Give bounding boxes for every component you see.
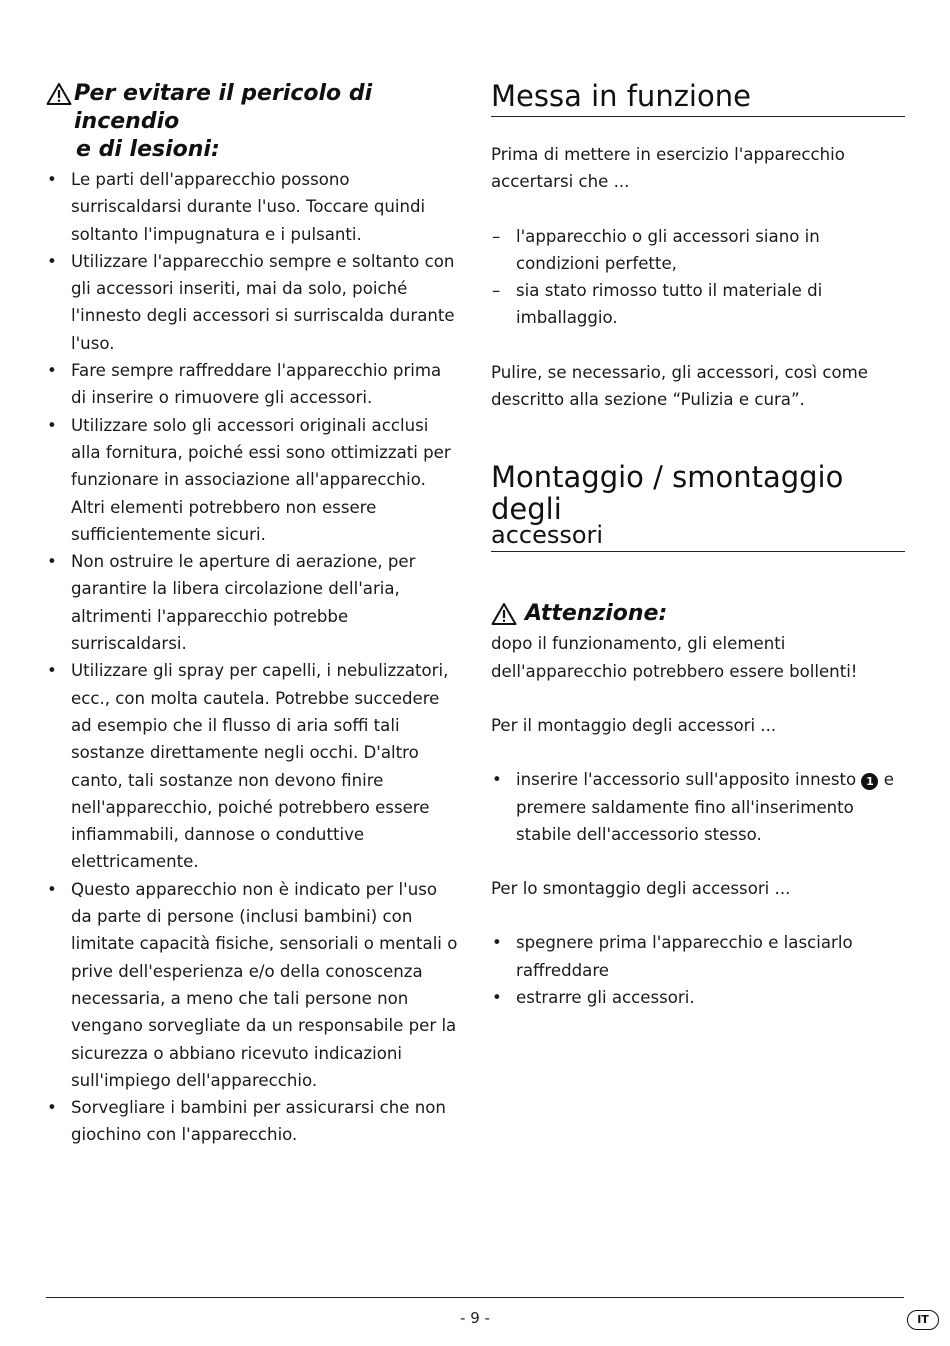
- bullet-marker: •: [47, 251, 57, 271]
- bullet-marker: •: [47, 661, 57, 681]
- bullet-marker: •: [47, 170, 57, 189]
- attention-heading: [491, 600, 905, 628]
- section-title-startup: Messa in funzione: [491, 80, 905, 117]
- attention-title: Attenzione:: [525, 601, 668, 627]
- bullet-marker: •: [492, 933, 502, 953]
- list-item: • Non ostruire le aperture di aerazione, per garantire la libera circolazione dell'aria, altrimenti l'apparecchio potrebbe surriscaldarsi.: [46, 548, 458, 657]
- list-item: • Fare sempre raffreddare l'apparecchio prima di inserire o rimuovere gli accessori.: [46, 357, 458, 412]
- startup-check-list: [491, 223, 905, 332]
- list-item: • Utilizzare solo gli accessori originali acclusi alla fornitura, poiché essi sono ottimizzati per funzionare in associazione all'apparecchio. Altri elementi potrebbero non essere sufficientemente sicuri.: [46, 412, 458, 548]
- footer-divider: [46, 1297, 904, 1298]
- bullet-marker: •: [47, 361, 57, 381]
- mount-list: [491, 766, 905, 848]
- bullet-marker: •: [492, 770, 502, 790]
- unmount-intro: Per lo smontaggio degli accessori ...: [491, 879, 791, 899]
- warning-triangle-icon: [491, 602, 517, 626]
- list-item: – sia stato rimosso tutto il materiale di imballaggio.: [491, 277, 905, 332]
- startup-intro: Prima di mettere in esercizio l'apparecchio accertarsi che ...: [491, 145, 845, 192]
- list-item: • Le parti dell'apparecchio possono surriscaldarsi durante l'uso. Toccare quindi soltanto l'impugnatura e i pulsanti.: [46, 166, 458, 248]
- unmount-list: [491, 929, 905, 1011]
- right-column: [491, 80, 905, 1011]
- section-title-assembly: [491, 461, 905, 552]
- safety-bullet-list: [46, 166, 458, 1149]
- assembly-title-line2: accessori: [491, 521, 604, 550]
- part-number-badge: 1: [861, 773, 878, 790]
- dash-marker: –: [492, 226, 501, 246]
- dash-marker: –: [492, 281, 501, 301]
- bullet-marker: •: [47, 415, 57, 435]
- attention-text: dopo il funzionamento, gli elementi dell'apparecchio potrebbero essere bollenti!: [491, 634, 858, 681]
- clean-note: Pulire, se necessario, gli accessori, così come descritto alla sezione “Pulizia e cura”.: [491, 362, 868, 410]
- left-column: [46, 80, 458, 1149]
- bullet-marker: •: [47, 1098, 57, 1118]
- list-item: – l'apparecchio o gli accessori siano in condizioni perfette,: [491, 223, 905, 278]
- language-badge: IT: [907, 1310, 939, 1330]
- page-number: - 9 -: [460, 1309, 490, 1327]
- bullet-marker: •: [492, 988, 502, 1008]
- warning-title-line1: Per evitare il pericolo di incendio: [74, 81, 373, 134]
- warning-triangle-icon: [46, 82, 72, 106]
- list-item: • inserire l'accessorio sull'apposito innesto 1 e premere saldamente fino all'inserimento stabile dell'accessorio stesso.: [491, 766, 905, 848]
- mount-intro: Per il montaggio degli accessori ...: [491, 715, 777, 735]
- assembly-title-line1: Montaggio / smontaggio degli: [491, 460, 844, 527]
- list-item: • Sorvegliare i bambini per assicurarsi che non giochino con l'apparecchio.: [46, 1094, 458, 1149]
- list-item: • estrarre gli accessori.: [491, 984, 905, 1011]
- list-item: • Utilizzare gli spray per capelli, i nebulizzatori, ecc., con molta cautela. Potrebbe succedere ad esempio che il flusso di aria soffi tali sostanze direttamente negli occhi. D'altro canto, tali sostanze non devono finire nell'apparecchio, poiché potrebbero essere infiammabili, dannose o conduttive elettricamente.: [46, 657, 458, 875]
- bullet-marker: •: [47, 552, 57, 572]
- list-item: • Questo apparecchio non è indicato per l'uso da parte di persone (inclusi bambini) con limitate capacità fisiche, sensoriali o mentali o prive dell'esperienza e/o della conoscenza necessaria, a meno che tali persone non vengano sorvegliate da un responsabile per la sicurezza o abbiano ricevuto indicazioni sull'impiego dell'apparecchio.: [46, 876, 458, 1094]
- warning-title-line2: e di lesioni:: [76, 137, 220, 162]
- fire-injury-warning-heading: [46, 80, 458, 164]
- bullet-marker: •: [47, 879, 57, 899]
- list-item: • Utilizzare l'apparecchio sempre e soltanto con gli accessori inseriti, mai da solo, poiché l'innesto degli accessori si surriscalda durante l'uso.: [46, 248, 458, 357]
- list-item: • spegnere prima l'apparecchio e lasciarlo raffreddare: [491, 929, 905, 984]
